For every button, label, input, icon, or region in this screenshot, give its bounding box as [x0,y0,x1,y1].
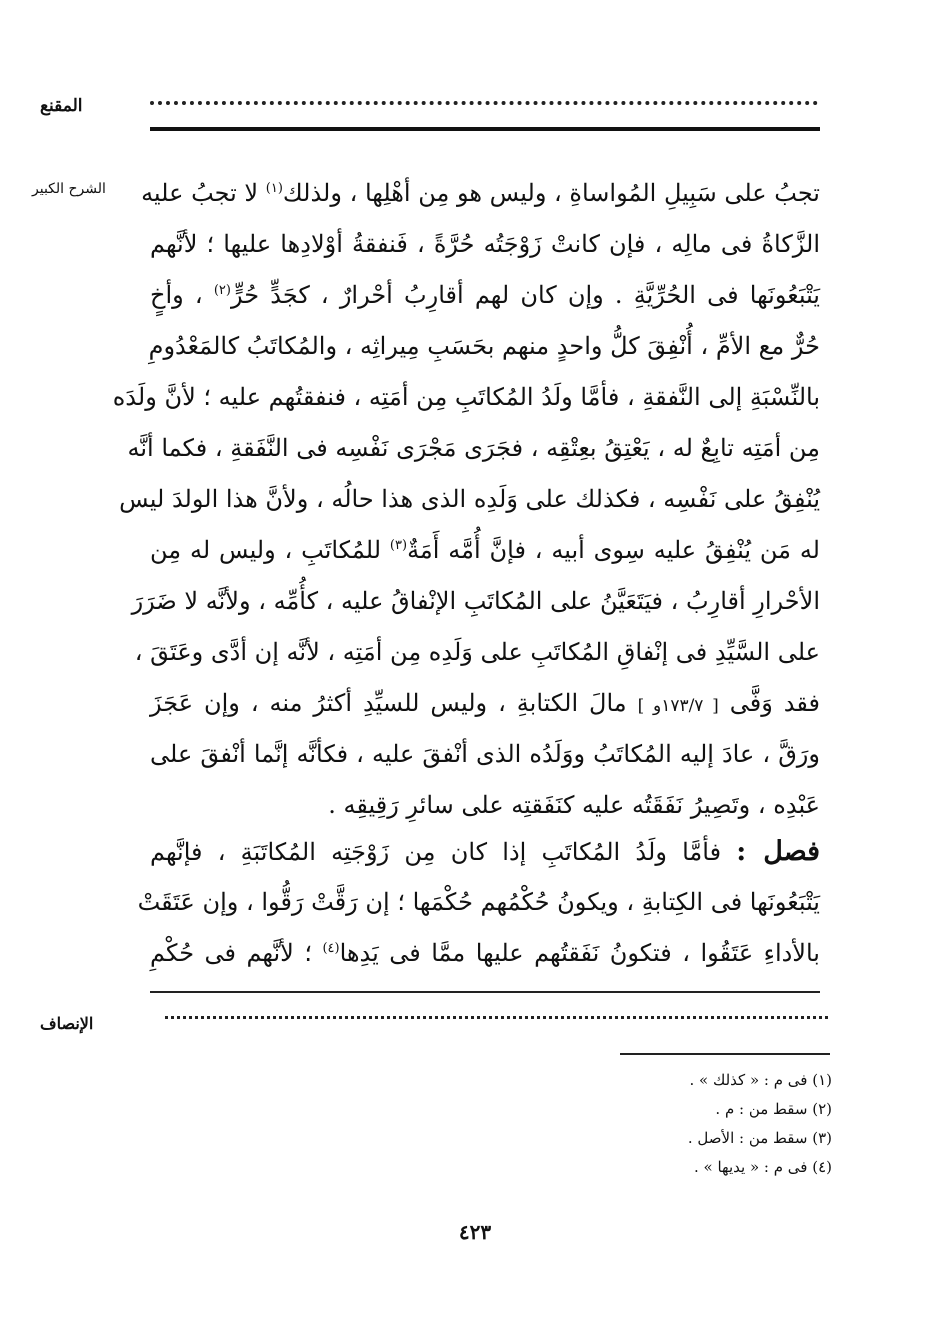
commentary-line: الزَّكاةُ فى مالِه ، فإن كانتْ زَوْجَتُه حُرَّةً ، فَنفقةُ أوْلادِها عليها ؛ لأنَّهم [150,230,820,258]
book-title-label: المقنع [40,96,83,116]
commentary-line: على السَّيِّدِ فى إنْفاقِ المُكاتَبِ على وَلَدِه مِن أمَتِه ، لأنَّه إن أدَّى وعَتَقَ ، [134,638,820,666]
commentary-line: مِن أمَتِه تابِعٌ له ، يَعْتِقُ بعِتْقِه ، فجَرَى مَجْرَى نَفْسِه فى النَّفَقةِ ، فكما أنَّه [127,434,820,462]
footnote-rule [620,1053,830,1055]
page-number: ٤٢٣ [458,1220,492,1244]
footnote: (١) فى م : « كذلك » . [689,1071,832,1089]
commentary-line: ورَقَّ ، عادَ إليه المُكاتَبُ ووَلَدُه الذى أنْفقَ عليه ، فكأنَّه إنَّما أنْفقَ على [150,740,820,768]
footnote-marker: (٣) [389,538,408,553]
bottom-thin-rule [150,991,820,993]
footnote-marker: (١) [265,181,283,196]
footnote: (٢) سقط من : م . [715,1100,832,1118]
top-dotted-separator [150,101,818,105]
commentary-line: حُرٌّ مع الأمِّ ، أُنْفِقَ كلُّ واحدٍ منهم بحَسَبِ مِيراثِه ، والمُكاتَبُ كالمَعْدُومِ [148,332,820,360]
footnote-marker: (٤) [322,941,340,956]
commentary-line: تجبُ على سَبِيلِ المُواساةِ ، وليس هو مِن أهْلِها ، ولذلك$^{(١)}$ لا تجبُ عليه [141,179,820,207]
commentary-text-block [112,168,820,831]
section-line: فصل : فأمَّا ولَدُ المُكاتَبِ إذا كان مِن زَوْجَتِه المُكاتَبَةِ ، فإنَّهم [150,836,821,867]
commentary-line: بالنِّسْبَةِ إلى النَّفقةِ ، فأمَّا ولَدُ المُكاتَبِ مِن أمَتِه ، فنفقتُهم عليه ؛ لأنَّ ولَدَه [112,383,820,411]
commentary-line: يُنْفِقُ على نَفْسِه ، فكذلك على وَلَدِه الذى هذا حالُه ، ولأنَّ هذا الولدَ ليس [119,485,820,513]
commentary-line: الأحْرارِ أقارِبُ ، فيَتَعَيَّنُ على المُكاتَبِ الإنْفاقُ عليه ، كأُمِّه ، ولأنَّه لا ضَرَرَ [131,587,820,615]
commentary-line: عَبْدِه ، وتَصِيرُ نَفَقَتُه عليه كنَفَقتِه على سائرِ رَقِيقِه . [328,791,820,819]
footnotes-block [520,1066,832,1182]
footnote: (٤) فى م : « يديها » . [694,1158,832,1176]
section-line: يَتْبَعُونَها فى الكِتابةِ ، ويكونُ حُكْمُهم حُكْمَها ؛ إن رَقَّتْ رَقُّوا ، وإن عَتَقَتْ [137,888,820,916]
commentary-line: يَتْبَعُونَها فى الحُرِّيَّةِ . وإن كان لهم أقارِبُ أحْرارٌ ، كجَدٍّ حُرٍّ$^{(٢)}$ ، وأخٍ [150,281,820,309]
top-thick-rule [150,127,820,131]
footnote: (٣) سقط من : الأصل . [687,1129,832,1147]
footnote-marker: (٢) [213,283,231,298]
commentary-line: فقد وَفَّى [ ١٧٣/٧و ] مالَ الكتابةِ ، وليس للسيِّدِ أكثرُ منه ، وإن عَجَزَ [150,689,820,717]
section-paragraph [137,826,821,979]
commentary-line: له مَن يُنْفِقُ عليه سِوى أبيه ، فإنَّ أُمَّه أَمَةٌ$^{(٣)}$ للمُكاتَبِ ، وليس له مِن [150,536,820,564]
section-line: بالأداءِ عَتَقُوا ، فتكونُ نَفَقتُهم عليها ممَّا فى يَدِها$^{(٤)}$ ؛ لأنَّهم فى حُكْمِ [150,939,820,967]
insaf-side-label: الإنصاف [40,1014,94,1033]
manuscript-folio-ref: [ ١٧٣/٧و ] [637,696,719,716]
insaf-dotted-separator [165,1016,828,1019]
commentary-side-label: الشرح الكبير [32,181,106,197]
section-heading: فصل : [736,836,821,867]
